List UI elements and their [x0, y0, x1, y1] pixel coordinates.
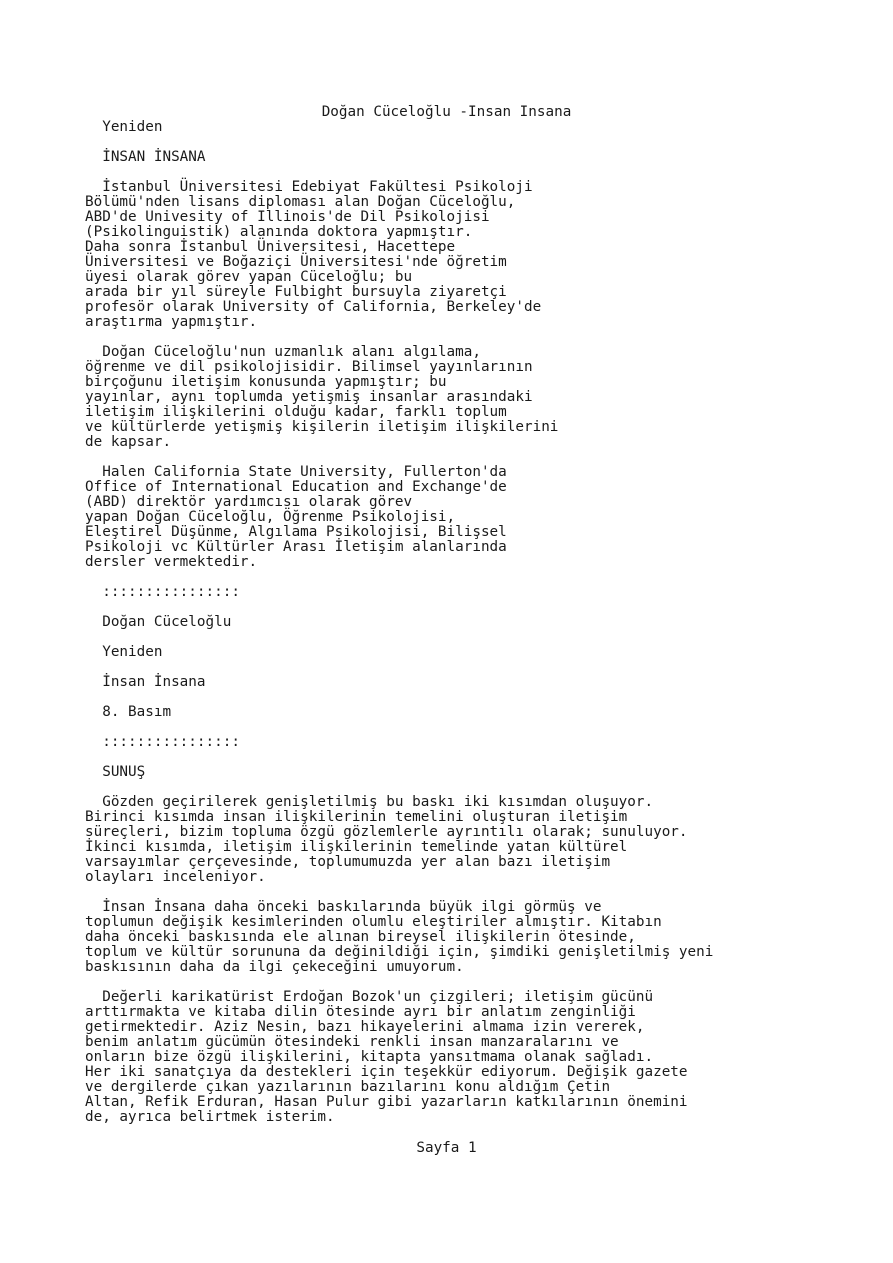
text-line: birçoğunu iletişim konusunda yapmıştır; bu [85, 374, 447, 390]
text-line: SUNUŞ [85, 764, 146, 780]
text-line: toplum ve kültür sorununa da değinildiği için, şimdiki genişletilmiş yeni [85, 944, 714, 960]
text-line: Psikoloji vc Kültürler Arası İletişim alanlarında [85, 539, 507, 555]
text-line: dersler vermektedir. [85, 554, 258, 570]
text-line [85, 330, 875, 345]
text-line: arada bir yıl süreyle Fulbight bursuyla ziyaretçi [85, 284, 507, 300]
text-line: Daha sonra İstanbul Üniversitesi, Hacettepe [85, 239, 456, 255]
text-line: (Psikolinguistik) alanında doktora yapmıştır. [85, 224, 473, 240]
text-line: İnsan İnsana [85, 674, 206, 690]
text-line: toplumun değişik kesimlerinden olumlu eleştiriler almıştır. Kitabın [85, 914, 662, 930]
text-line: Bölümü'nden lisans diploması alan Doğan Cüceloğlu, [85, 194, 516, 210]
text-line: de kapsar. [85, 434, 172, 450]
text-line: Halen California State University, Fullerton'da [85, 464, 507, 480]
text-line: varsayımlar çerçevesinde, toplumumuzda yer alan bazı iletişim [85, 854, 611, 870]
text-line: Yeniden [85, 119, 163, 135]
text-line: daha önceki baskısında ele alınan bireysel ilişkilerin ötesinde, [85, 929, 636, 945]
text-line: ABD'de Univesity of Illinois'de Dil Psikolojisi [85, 209, 490, 225]
text-line [85, 975, 875, 990]
text-line: ve dergilerde çıkan yazılarının bazılarını konu aldığım Çetin [85, 1079, 611, 1095]
text-line [85, 600, 875, 615]
page-footer: Sayfa 1 [416, 1140, 477, 1156]
text-line: onların bize özgü ilişkilerini, kitapta yansıtmama olanak sağladı. [85, 1049, 654, 1065]
text-line [85, 690, 875, 705]
text-line: yayınlar, aynı toplumda yetişmiş insanlar arasındaki [85, 389, 533, 405]
text-line: İkinci kısımda, iletişim ilişkilerinin temelinde yatan kültürel [85, 839, 628, 855]
text-line: Üniversitesi ve Boğaziçi Üniversitesi'nde öğretim [85, 254, 507, 270]
text-line [85, 135, 875, 150]
text-line [85, 450, 875, 465]
text-line [85, 780, 875, 795]
text-line [85, 720, 875, 735]
text-line: Değerli karikatürist Erdoğan Bozok'un çizgileri; iletişim gücünü [85, 989, 654, 1005]
text-line: arttırmakta ve kitaba dilin ötesinde ayrı bir anlatım zenginliği [85, 1004, 636, 1020]
text-line: ve kültürlerde yetişmiş kişilerin iletişim ilişkilerini [85, 419, 559, 435]
text-line: Her iki sanatçıya da destekleri için teşekkür ediyorum. Değişik gazete [85, 1064, 688, 1080]
text-line: benim anlatım gücümün ötesindeki renkli insan manzaralarını ve [85, 1034, 619, 1050]
text-line: Gözden geçirilerek genişletilmiş bu baskı iki kısımdan oluşuyor. [85, 794, 654, 810]
text-line: Altan, Refik Erduran, Hasan Pulur gibi yazarların katkılarının önemini [85, 1094, 688, 1110]
text-line [85, 570, 875, 585]
text-line: getirmektedir. Aziz Nesin, bazı hikayelerini almama izin vererek, [85, 1019, 645, 1035]
text-line [85, 660, 875, 675]
text-line: (ABD) direktör yardımcısı olarak görev [85, 494, 413, 510]
text-line: araştırma yapmıştır. [85, 314, 258, 330]
text-line [85, 165, 875, 180]
page-header: Doğan Cüceloğlu -Insan Insana [321, 104, 572, 120]
text-line: de, ayrıca belirtmek isterim. [85, 1109, 335, 1125]
text-line [85, 630, 875, 645]
text-line: üyesi olarak görev yapan Cüceloğlu; bu [85, 269, 413, 285]
text-line: Birinci kısımda insan ilişkilerinin temelini oluşturan iletişim [85, 809, 628, 825]
text-line: baskısının daha da ilgi çekeceğini umuyorum. [85, 959, 464, 975]
text-line: Office of International Education and Exchange'de [85, 479, 507, 495]
text-line: :::::::::::::::: [85, 584, 240, 600]
text-line [85, 885, 875, 900]
text-line: Doğan Cüceloğlu [85, 614, 232, 630]
text-line: yapan Doğan Cüceloğlu, Öğrenme Psikolojisi, [85, 509, 456, 525]
text-line: 8. Basım [85, 704, 172, 720]
text-line: öğrenme ve dil psikolojisidir. Bilimsel yayınlarının [85, 359, 533, 375]
text-line: Yeniden [85, 644, 163, 660]
text-line [85, 750, 875, 765]
text-line: süreçleri, bizim topluma özgü gözlemlerle ayrıntılı olarak; sunuluyor. [85, 824, 688, 840]
text-line: Eleştirel Düşünme, Algılama Psikolojisi, Bilişsel [85, 524, 507, 540]
text-line: iletişim ilişkilerini olduğu kadar, farklı toplum [85, 404, 507, 420]
text-line: İstanbul Üniversitesi Edebiyat Fakültesi Psikoloji [85, 179, 533, 195]
text-line: profesör olarak University of California, Berkeley'de [85, 299, 542, 315]
text-line: İnsan İnsana daha önceki baskılarında büyük ilgi görmüş ve [85, 899, 602, 915]
text-line: Doğan Cüceloğlu'nun uzmanlık alanı algılama, [85, 344, 481, 360]
document-body [85, 120, 875, 1125]
text-line: olayları inceleniyor. [85, 869, 266, 885]
text-line: İNSAN İNSANA [85, 149, 206, 165]
text-line: :::::::::::::::: [85, 734, 240, 750]
